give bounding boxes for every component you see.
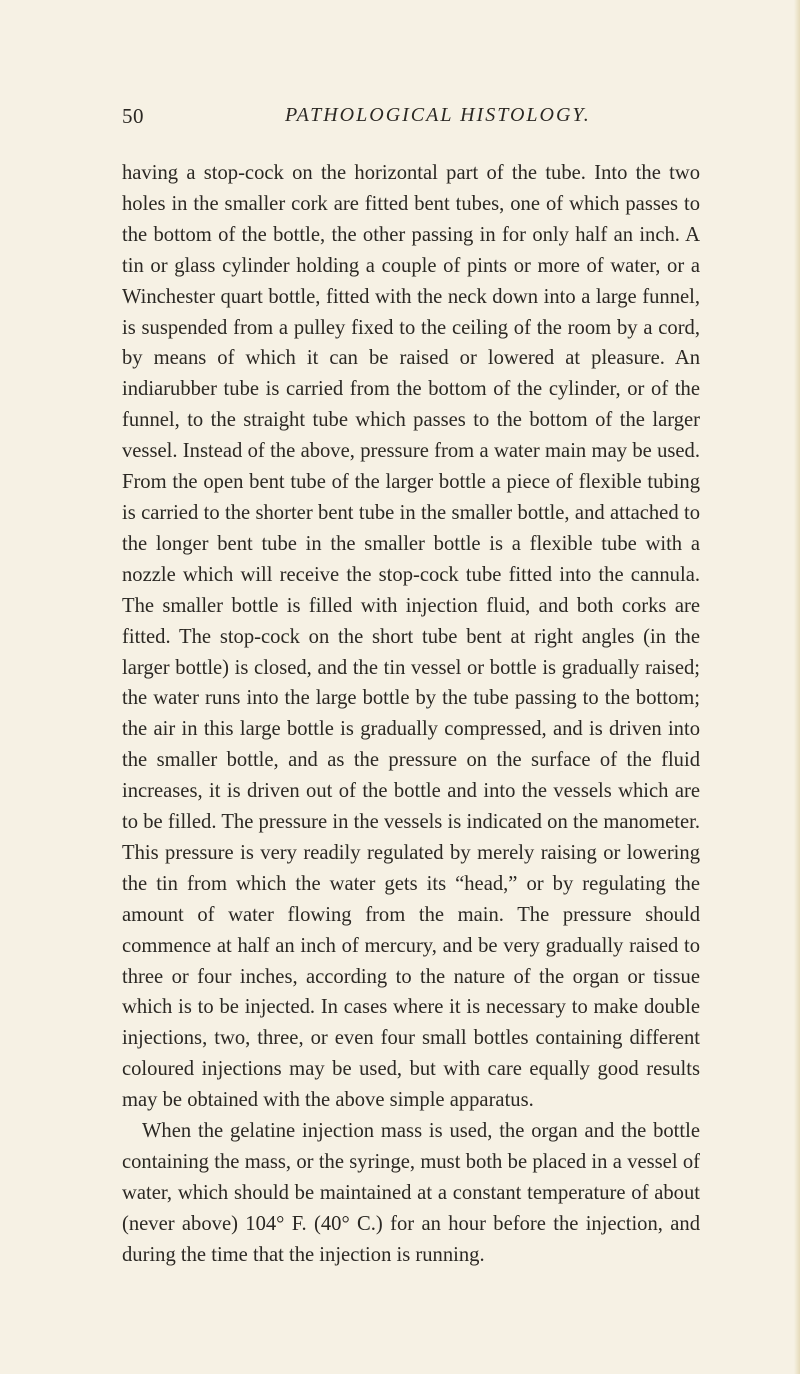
- page-edge-shadow: [794, 0, 800, 1374]
- page-header: [122, 104, 702, 134]
- running-title: PATHOLOGICAL HISTOLOGY.: [285, 104, 591, 126]
- page-number: 50: [122, 104, 144, 128]
- paragraph-continued: having a stop-cock on the horizontal part of the tube. Into the two holes in the smaller cork are fitted bent tubes, one of which passes to the bottom of the bottle, the other passing in for only half an inch. A tin or glass cylinder holding a couple of pints or more of water, or a Winchester quart bottle, fitted with the neck down into a large funnel, is suspended from a pulley fixed to the ceiling of the room by a cord, by means of which it can be raised or lowered at pleasure. An indiarubber tube is carried from the bottom of the cylinder, or of the funnel, to the straight tube which passes to the bottom of the larger vessel. Instead of the above, pressure from a water main may be used. From the open bent tube of the larger bottle a piece of flexible tubing is carried to the shorter bent tube in the smaller bottle, and attached to the longer bent tube in the smaller bottle is a flexible tube with a nozzle which will receive the stop-cock tube fitted into the cannula. The smaller bottle is filled with injection fluid, and both corks are fitted. The stop-cock on the short tube bent at right angles (in the larger bottle) is closed, and the tin vessel or bottle is gradually raised; the water runs into the large bottle by the tube passing to the bottom; the air in this large bottle is gradually compressed, and is driven into the smaller bottle, and as the pressure on the surface of the fluid increases, it is driven out of the bottle and into the vessels which are to be filled. The pressure in the vessels is indicated on the manometer. This pressure is very readily regulated by merely raising or lowering the tin from which the water gets its “head,” or by regulating the amount of water flowing from the main. The pressure should commence at half an inch of mercury, and be very gradually raised to three or four inches, according to the nature of the organ or tissue which is to be injected. In cases where it is necessary to make double injections, two, three, or even four small bottles containing different coloured injections may be used, but with care equally good results may be obtained with the above simple apparatus.: [122, 162, 700, 1112]
- paragraph-gelatine-injection: When the gelatine injection mass is used, the organ and the bottle containing the mass, or the syringe, must both be placed in a vessel of water, which should be maintained at a constant temperature of about (never above) 104° F. (40° C.) for an hour before the injection, and during the time that the injection is running.: [122, 1120, 700, 1266]
- body-text: [122, 158, 700, 1271]
